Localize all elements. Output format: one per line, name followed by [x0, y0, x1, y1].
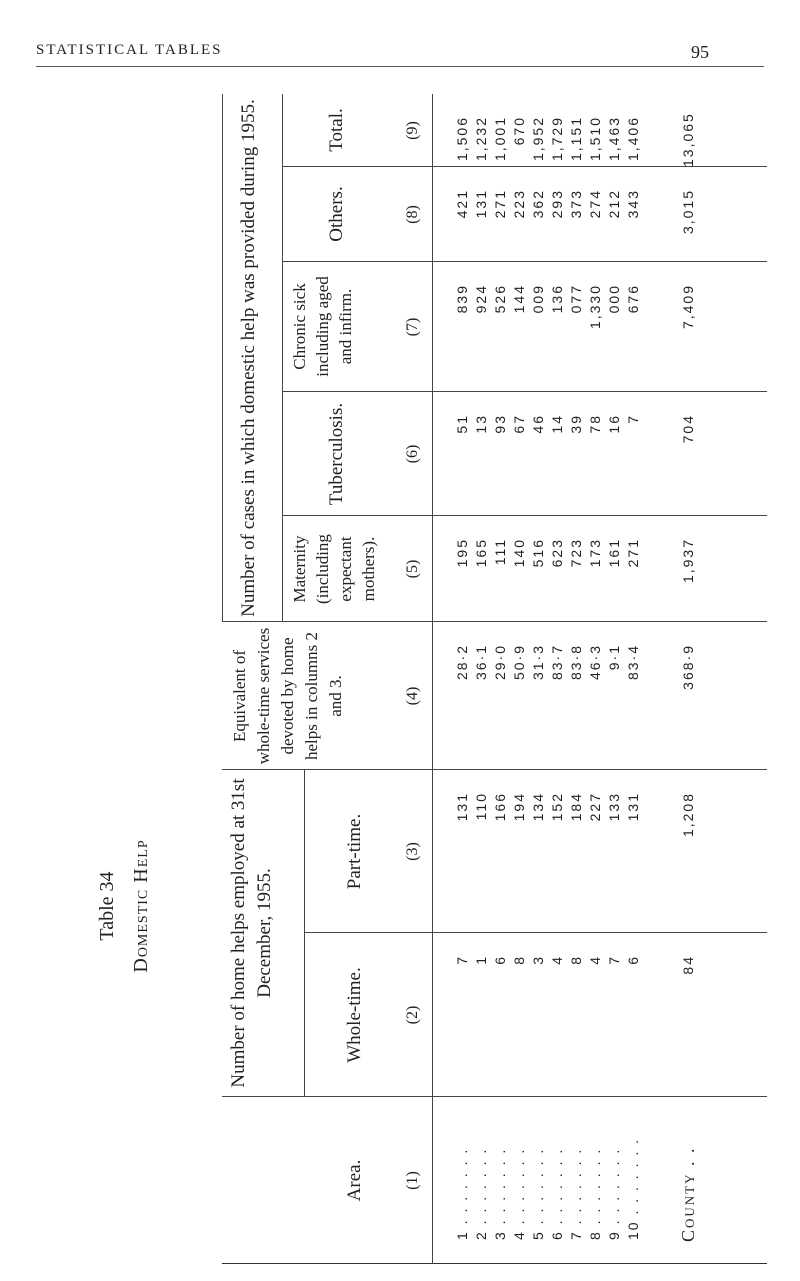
- table-cell: 1,151: [568, 116, 584, 162]
- table-cell: 165: [473, 538, 489, 568]
- group-header-home-helps: Number of home helps employed at 31st December, 1955.: [228, 778, 275, 1088]
- table-cell: 133: [606, 792, 622, 822]
- table-cell: 1,463: [606, 116, 622, 162]
- colnum-8: (8): [404, 205, 421, 224]
- table-cell: 136: [549, 284, 565, 314]
- table-label: Table 34: [96, 871, 118, 941]
- colnum-6: (6): [404, 444, 421, 464]
- table-cell: 1,232: [473, 116, 489, 162]
- colnum-5: (5): [404, 559, 421, 579]
- table-cell: 227: [587, 792, 603, 822]
- table-cell: 194: [511, 792, 527, 822]
- table-cell: 39: [568, 414, 584, 434]
- table-cell: 13: [473, 414, 489, 434]
- table-cell: 670: [511, 116, 527, 146]
- header-chronic-sick: Chronic sick including aged and infirm.: [290, 276, 355, 377]
- colnum-4: (4): [404, 686, 421, 706]
- table-cell: 131: [625, 792, 641, 822]
- table-cell: 223: [511, 189, 527, 219]
- table-cell: 144: [511, 284, 527, 314]
- table-cell: 362: [530, 189, 546, 219]
- table-cell: 1,729: [549, 116, 565, 162]
- total-cell: 13,065: [680, 112, 696, 167]
- table-cell: 134: [530, 792, 546, 822]
- rule-under-group-1: [304, 770, 305, 1097]
- total-cell: 368·9: [680, 644, 696, 690]
- table-cell: 1,406: [625, 116, 641, 162]
- header-total: Total.: [326, 108, 347, 152]
- total-cell: 1,208: [680, 792, 696, 838]
- colnum-3: (3): [404, 842, 421, 861]
- table-cell: 16: [606, 414, 622, 434]
- area-number: 10 . . . . . . .: [625, 1137, 641, 1240]
- table-cell: 1,506: [454, 116, 470, 162]
- table-cell: 676: [625, 284, 641, 314]
- table-cell: 6: [625, 955, 641, 965]
- county-total-label: County . .: [678, 1146, 698, 1242]
- table-cell: 1,001: [492, 116, 508, 162]
- table-cell: 131: [473, 189, 489, 219]
- colnum-2: (2): [404, 1005, 421, 1025]
- table-cell: 93: [492, 414, 508, 434]
- table-cell: 51: [454, 414, 470, 434]
- total-cell: 3,015: [680, 189, 696, 235]
- table-caption: [96, 556, 162, 1256]
- domestic-help-table: [222, 94, 767, 1264]
- table-cell: 1: [473, 955, 489, 965]
- table-cell: 1,510: [587, 116, 603, 162]
- table-cell: 29·0: [492, 644, 508, 681]
- total-cell: 7,409: [680, 284, 696, 330]
- header-tuberculosis: Tuberculosis.: [326, 402, 347, 506]
- table-cell: 373: [568, 189, 584, 219]
- table-cell: 4: [587, 955, 603, 965]
- table-cell: 131: [454, 792, 470, 822]
- table-cell: 166: [492, 792, 508, 822]
- table-cell: 343: [625, 189, 641, 219]
- total-cell: 1,937: [680, 538, 696, 584]
- rule-under-group-2: [282, 94, 283, 622]
- table-cell: 9·1: [606, 644, 622, 671]
- colnum-7: (7): [404, 317, 421, 337]
- total-cell: 84: [680, 955, 696, 975]
- table-cell: 36·1: [473, 644, 489, 681]
- area-number: 2 . . . . . . .: [473, 1147, 489, 1240]
- table-cell: 140: [511, 538, 527, 568]
- colnum-1: (1): [404, 1171, 421, 1190]
- table-cell: 924: [473, 284, 489, 314]
- table-cell: 195: [454, 538, 470, 568]
- header-maternity: Maternity (including expectant mothers).: [290, 534, 378, 604]
- table-cell: 1,330: [587, 284, 603, 330]
- table-cell: 6: [492, 955, 508, 965]
- table-cell: 152: [549, 792, 565, 822]
- table-cell: 421: [454, 189, 470, 219]
- page-number: 95: [691, 42, 709, 62]
- table-cell: 7: [454, 955, 470, 965]
- table-cell: 723: [568, 538, 584, 568]
- area-number: 1 . . . . . . .: [454, 1147, 470, 1240]
- table-title: Domestic Help: [130, 839, 152, 973]
- area-number: 9 . . . . . . .: [606, 1147, 622, 1240]
- table-cell: 83·8: [568, 644, 584, 681]
- colnum-9: (9): [404, 121, 421, 140]
- table-cell: 50·9: [511, 644, 527, 681]
- table-cell: 46: [530, 414, 546, 434]
- table-cell: 28·2: [454, 644, 470, 681]
- table-cell: 8: [511, 955, 527, 965]
- table-cell: 839: [454, 284, 470, 314]
- table-cell: 67: [511, 414, 527, 434]
- table-cell: 274: [587, 189, 603, 219]
- table-cell: 78: [587, 414, 603, 434]
- table-cell: 173: [587, 538, 603, 568]
- table-cell: 1,952: [530, 116, 546, 162]
- total-cell: 704: [680, 414, 696, 444]
- area-number: 4 . . . . . . .: [511, 1147, 527, 1240]
- rule-top-group-2: [222, 94, 223, 622]
- table-cell: 516: [530, 538, 546, 568]
- header-others: Others.: [326, 186, 347, 242]
- group-header-cases: Number of cases in which domestic help was provided during 1955.: [238, 99, 259, 617]
- area-number: 8 . . . . . . .: [587, 1147, 603, 1240]
- table-cell: 623: [549, 538, 565, 568]
- header-area: Area.: [344, 1159, 365, 1202]
- table-cell: 46·3: [587, 644, 603, 681]
- area-number: 5 . . . . . . .: [530, 1147, 546, 1240]
- table-cell: 7: [625, 414, 641, 424]
- table-cell: 212: [606, 189, 622, 219]
- table-cell: 110: [473, 792, 489, 821]
- table-cell: 8: [568, 955, 584, 965]
- table-cell: 271: [625, 538, 641, 568]
- table-cell: 111: [492, 538, 508, 566]
- area-number: 6 . . . . . . .: [549, 1147, 565, 1240]
- table-cell: 077: [568, 284, 584, 314]
- area-number: 3 . . . . . . .: [492, 1147, 508, 1240]
- table-cell: 009: [530, 284, 546, 314]
- page-header: [0, 0, 800, 80]
- table-cell: 14: [549, 414, 565, 434]
- header-whole-time: Whole-time.: [344, 967, 365, 1063]
- table-cell: 3: [530, 955, 546, 965]
- table-cell: 7: [606, 955, 622, 965]
- table-cell: 83·4: [625, 644, 641, 681]
- rule-under-headers: [432, 94, 433, 1264]
- table-cell: 526: [492, 284, 508, 314]
- table-cell: 161: [606, 538, 622, 568]
- header-part-time: Part-time.: [344, 813, 365, 890]
- table-cell: 184: [568, 792, 584, 822]
- header-rule: [36, 66, 764, 67]
- table-cell: 271: [492, 189, 508, 219]
- header-equivalent: Equivalent of whole-time services devoted by home helps in columns 2 and 3.: [230, 627, 345, 765]
- table-cell: 4: [549, 955, 565, 965]
- table-cell: 83·7: [549, 644, 565, 681]
- area-number: 7 . . . . . . .: [568, 1147, 584, 1240]
- table-cell: 000: [606, 284, 622, 314]
- table-cell: 293: [549, 189, 565, 219]
- running-title: STATISTICAL TABLES: [36, 42, 223, 58]
- table-cell: 31·3: [530, 644, 546, 681]
